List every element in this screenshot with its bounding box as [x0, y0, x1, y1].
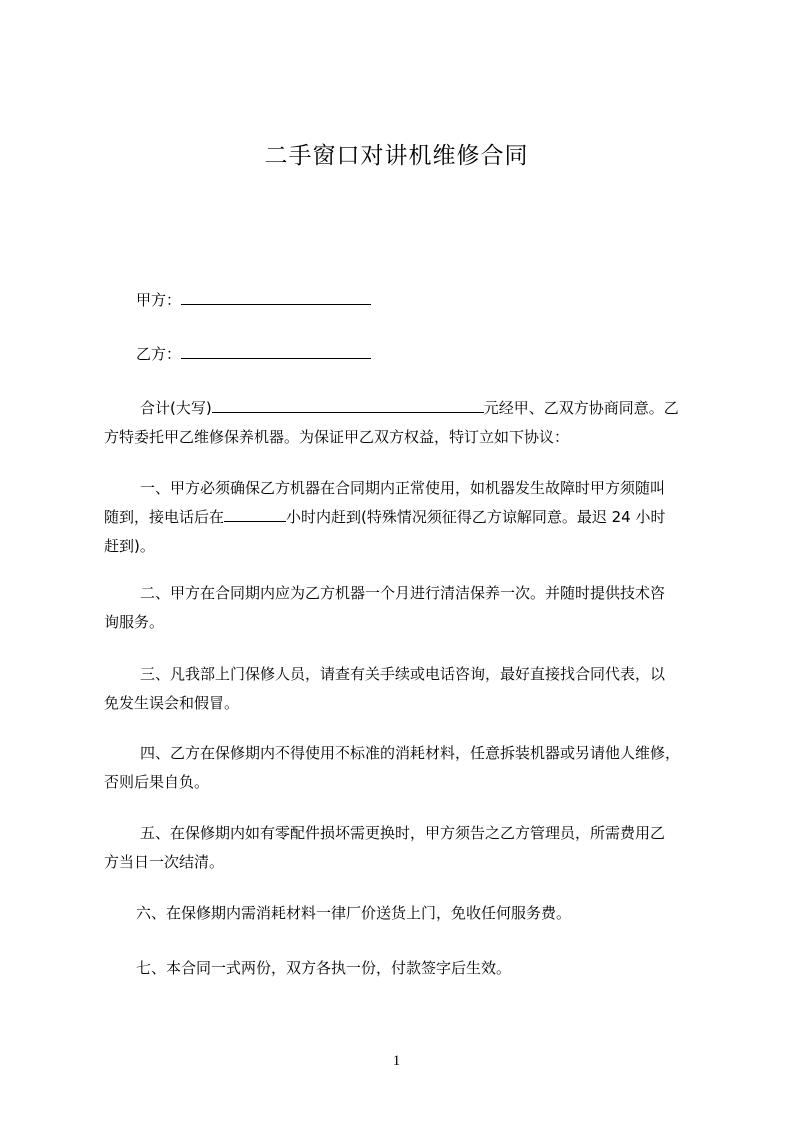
party-a-blank[interactable] [181, 287, 371, 305]
document-title: 二手窗口对讲机维修合同 [264, 143, 529, 169]
clause-3-line2: 免发生误会和假冒。 [104, 694, 240, 712]
clause-7-text: 七、本合同一式两份，双方各执一份，付款签字后生效。 [136, 959, 512, 977]
clause-5-line1: 五、在保修期内如有零配件损坏需更换时，甲方须告之乙方管理员，所需费用乙 [140, 824, 666, 842]
amount-prefix: 合计(大写) [140, 399, 212, 417]
hours-blank[interactable] [224, 504, 286, 522]
clause-2 [104, 579, 704, 637]
amount-suffix: 元经甲、乙双方协商同意。乙 [483, 399, 679, 417]
party-a-label: 甲方： [136, 291, 182, 309]
clause-4-line1: 四、乙方在保修期内不得使用不标准的消耗材料，任意拆装机器或另请他人维修， [140, 744, 681, 762]
clause-1-line2-suffix: 小时内赶到(特殊情况须征得乙方谅解同意。最迟 24 小时 [286, 508, 666, 526]
clause-6-text: 六、在保修期内需消耗材料一律厂价送货上门，免收任何服务费。 [136, 904, 572, 922]
clause-5 [104, 819, 704, 877]
page-number: 1 [392, 1053, 401, 1069]
clause-1 [104, 474, 704, 561]
clause-2-line2: 询服务。 [104, 613, 165, 631]
party-b-label: 乙方： [136, 345, 182, 363]
clause-5-line2: 方当日一次结清。 [104, 853, 225, 871]
clause-1-line1: 一、甲方必须确保乙方机器在合同期内正常使用，如机器发生故障时甲方须随叫 [140, 479, 666, 497]
party-b-blank[interactable] [181, 341, 371, 359]
clause-3-line1: 三、凡我部上门保修人员，请查有关手续或电话咨询，最好直接找合同代表，以 [140, 665, 666, 683]
clause-1-line3: 赶到)。 [104, 537, 155, 555]
clause-4 [104, 739, 704, 797]
amount-line2: 方特委托甲乙维修保养机器。为保证甲乙双方权益，特订立如下协议： [104, 428, 570, 446]
clause-1-line2-prefix: 随到，接电话后在 [104, 508, 225, 526]
clause-4-line2: 否则后果自负。 [104, 773, 210, 791]
clause-7 [104, 954, 704, 983]
party-a-field [136, 286, 736, 315]
clause-6 [104, 899, 704, 928]
amount-paragraph [104, 394, 704, 452]
amount-blank[interactable] [212, 395, 484, 413]
clause-3 [104, 660, 704, 718]
party-b-field [136, 340, 736, 369]
clause-2-line1: 二、甲方在合同期内应为乙方机器一个月进行清洁保养一次。并随时提供技术咨 [140, 584, 666, 602]
